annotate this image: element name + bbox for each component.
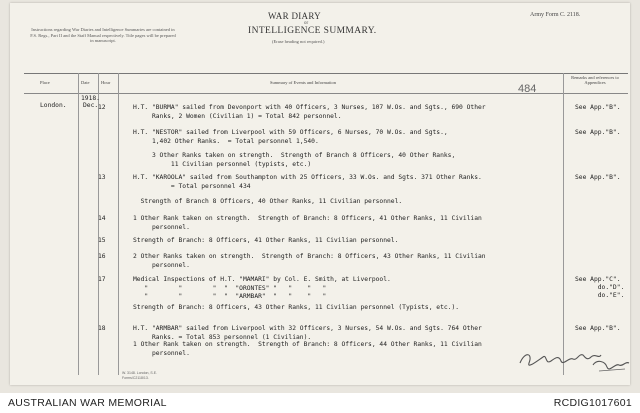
- entry-date: 18: [98, 325, 106, 332]
- title-or: or: [304, 21, 309, 26]
- erase-heading-note: (Erase heading not required.): [272, 39, 325, 44]
- table-header-rule: [24, 93, 628, 94]
- entry-date: 16: [98, 253, 106, 260]
- entry-text: 2 Other Ranks taken on strength. Strength of Branch: 8 Officers, 43 Other Ranks, 11 Civilian personnel.: [133, 253, 486, 269]
- entry-date: 13: [98, 174, 106, 181]
- entry-date: 15: [98, 237, 106, 244]
- entry-text: Strength of Branch: 8 Officers, 41 Other Ranks, 11 Civilian personnel.: [133, 237, 399, 244]
- diary-page: [10, 3, 630, 385]
- entry-remark: See App."B".: [575, 174, 621, 181]
- signature: [515, 341, 635, 381]
- entry-text: H.T. "BURMA" sailed from Devonport with 40 Officers, 3 Nurses, 107 W.Os. and Sgts., 690 Other Ranks, 2 Women (Civilian 1) = Total 842 personnel.: [133, 104, 486, 120]
- title-intelligence-summary: INTELLIGENCE SUMMARY.: [248, 26, 377, 36]
- entry-text: 3 Other Ranks taken on strength. Strength of Branch 8 Officers, 40 Other Ranks, 11 Civilian personnel (typists, etc.): [151, 152, 456, 168]
- entry-text: H.T. "KAROOLA" sailed from Southampton with 25 Officers, 33 W.Os. and Sgts. 371 Other Ranks. = Total personnel 434: [133, 174, 482, 190]
- page-number: 484: [518, 83, 537, 95]
- column-header-remarks: Remarks and references to Appendices: [571, 75, 619, 85]
- entry-remark: See App."B".: [575, 104, 621, 111]
- entry-text: Strength of Branch: 8 Officers, 43 Other Ranks, 11 Civilian personnel (Typists, etc.).: [133, 304, 460, 311]
- column-divider: [118, 73, 119, 375]
- entry-text: H.T. "ARMBAR" sailed from Liverpool with 32 Officers, 3 Nurses, 54 W.Os. and Sgts. 764 Other Ranks. = Total 853 personnel (1 Civilian).: [133, 325, 482, 341]
- column-header-hour: Hour: [101, 80, 111, 85]
- instructions-note: Instructions regarding War Diaries and Intelligence Summaries are contained in F.S. Regs., Part II and the Staff Manual respectively. Title pages will be prepared in manuscript.: [30, 27, 176, 43]
- entry-date: 12: [98, 104, 106, 111]
- archive-footer: [0, 393, 640, 413]
- printer-note: W. 3148. London, S.E. Forms/C2118/13.: [122, 371, 158, 380]
- entry-text: H.T. "NESTOR" sailed from Liverpool with 59 Officers, 6 Nurses, 70 W.Os. and Sgts., 1,402 Other Ranks. = Total personnel 1,540.: [133, 129, 448, 145]
- entry-text: Medical Inspections of H.T. "MAMARI" by Col. E. Smith, at Liverpool. " " " " "ORONTES" " " " " " " " " "ARMBAR" " " " ": [133, 276, 391, 300]
- column-divider: [78, 73, 79, 375]
- entry-remark: See App."C". do."D". do."E".: [575, 276, 625, 299]
- entry-date: 14: [98, 215, 106, 222]
- army-form-number: Army Form C. 2118.: [530, 12, 581, 18]
- place-cell: London.: [40, 102, 67, 109]
- year-cell: 1918.: [81, 95, 100, 102]
- column-header-date: Date: [81, 80, 90, 85]
- archive-reference: RCDIG1017601: [553, 397, 632, 409]
- month-cell: Dec.: [83, 102, 99, 109]
- entry-remark: See App."B".: [575, 129, 621, 136]
- column-header-summary: Summary of Events and Information: [270, 80, 336, 85]
- entry-text: 1 Other Rank taken on strength. Strength of Branch: 8 Officers, 44 Other Ranks, 11 Civilian personnel.: [133, 341, 482, 357]
- entry-remark: See App."B".: [575, 325, 621, 332]
- entry-date: 17: [98, 276, 106, 283]
- entry-text: 1 Other Rank taken on strength. Strength of Branch: 8 Officers, 41 Other Ranks, 11 Civilian personnel.: [133, 215, 482, 231]
- title-war-diary: WAR DIARY: [268, 11, 321, 21]
- entry-text: Strength of Branch 8 Officers, 40 Other Ranks, 11 Civilian personnel.: [133, 198, 403, 205]
- archive-name: AUSTRALIAN WAR MEMORIAL: [8, 397, 167, 409]
- table-top-rule: [24, 73, 628, 74]
- column-header-place: Place: [40, 80, 50, 85]
